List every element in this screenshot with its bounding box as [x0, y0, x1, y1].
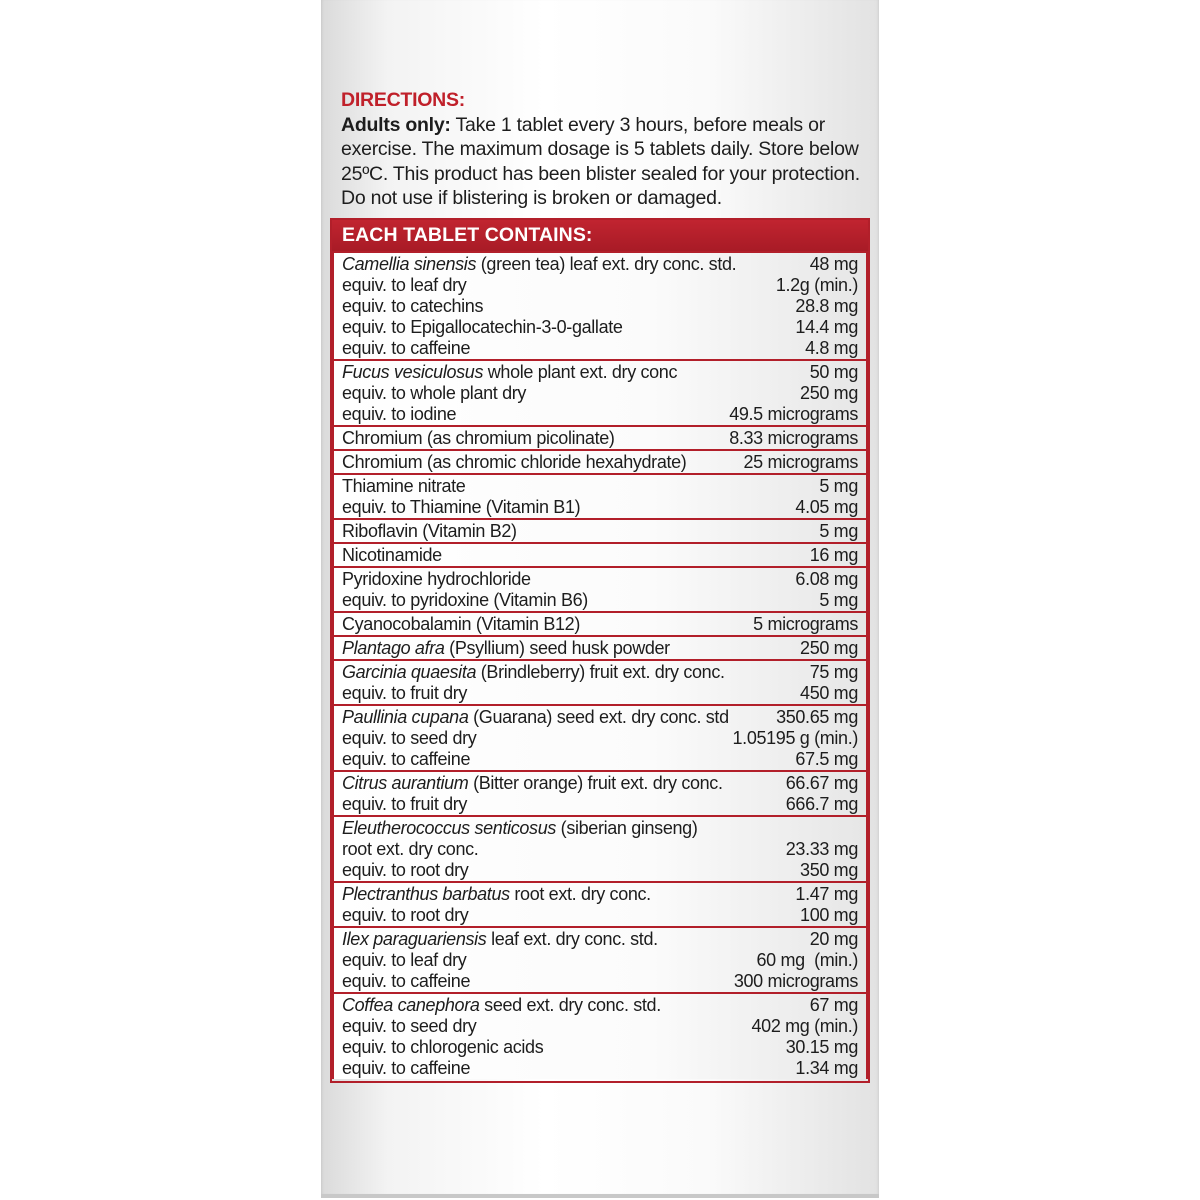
ingredient-label [342, 950, 466, 971]
ingredient-text: Riboflavin (Vitamin B2) [342, 521, 517, 541]
ingredient-species: Coffea canephora [342, 995, 480, 1015]
ingredient-text: (Guarana) seed ext. dry conc. std [468, 707, 729, 727]
ingredient-species: Citrus aurantium [342, 773, 469, 793]
ingredient-label [342, 818, 697, 839]
ingredient-text: equiv. to root dry [342, 905, 469, 925]
ingredient-line [342, 383, 858, 404]
ingredient-group [334, 544, 866, 566]
ingredient-group [334, 928, 866, 992]
ingredient-line [342, 428, 858, 449]
ingredient-species: Ilex paraguariensis [342, 929, 487, 949]
ingredient-label [342, 683, 467, 704]
ingredient-text: equiv. to root dry [342, 860, 469, 880]
ingredient-line [342, 818, 858, 839]
ingredient-amount: 14.4 mg [795, 317, 858, 337]
ingredient-amount: 48 mg [809, 254, 858, 274]
ingredient-line [342, 950, 858, 971]
ingredient-text: equiv. to caffeine [342, 1058, 471, 1078]
ingredient-group [334, 451, 866, 473]
ingredient-amount: 1.2g (min.) [775, 275, 858, 295]
ingredient-label [342, 971, 470, 992]
ingredient-line [342, 1058, 858, 1079]
ingredient-amount: 28.8 mg [795, 296, 858, 316]
ingredient-line [342, 569, 858, 590]
ingredient-line [342, 452, 858, 473]
ingredient-amount: 25 micrograms [743, 452, 858, 472]
ingredient-amount: 666.7 mg [785, 794, 858, 814]
ingredient-line [342, 929, 858, 950]
ingredient-label [342, 338, 470, 359]
ingredient-species: Plantago afra [342, 638, 445, 658]
ingredient-text: (siberian ginseng) [556, 818, 698, 838]
ingredient-line [342, 317, 858, 338]
directions-title: DIRECTIONS: [341, 89, 465, 111]
ingredient-text: Pyridoxine hydrochloride [342, 569, 531, 589]
ingredient-label [342, 638, 670, 659]
ingredient-text: equiv. to iodine [342, 404, 457, 424]
ingredient-line [342, 995, 858, 1016]
ingredient-amount: 350 mg [800, 860, 858, 880]
panel-bottom-edge [321, 1194, 879, 1198]
ingredient-label [342, 383, 526, 404]
ingredient-line [342, 884, 858, 905]
ingredient-line [342, 971, 858, 992]
ingredient-line [342, 338, 858, 359]
ingredient-line [342, 362, 858, 383]
ingredient-text: equiv. to whole plant dry [342, 383, 527, 403]
ingredient-label [342, 773, 723, 794]
ingredient-line [342, 860, 858, 881]
ingredient-line [342, 728, 858, 749]
ingredient-group [334, 520, 866, 542]
ingredient-group [334, 361, 866, 425]
ingredient-line [342, 590, 858, 611]
ingredient-line [342, 905, 858, 926]
ingredient-label [342, 860, 468, 881]
ingredient-amount: 49.5 micrograms [729, 404, 858, 424]
ingredient-label [342, 317, 623, 338]
ingredient-amount: 30.15 mg [785, 1037, 858, 1057]
ingredient-amount: 20 mg [809, 929, 858, 949]
ingredient-label [342, 1016, 476, 1037]
ingredient-label [342, 476, 465, 497]
ingredient-amount: 6.08 mg [795, 569, 858, 589]
ingredient-label [342, 275, 466, 296]
ingredient-amount: 1.05195 g (min.) [732, 728, 858, 748]
ingredient-text: Chromium (as chromic chloride hexahydrate) [342, 452, 687, 472]
ingredient-amount: 450 mg [800, 683, 858, 703]
ingredient-label [342, 707, 729, 728]
ingredient-amount: 16 mg [809, 545, 858, 565]
ingredient-group [334, 994, 866, 1079]
ingredient-label [342, 254, 736, 275]
ingredient-line [342, 1016, 858, 1037]
ingredient-text: Cyanocobalamin (Vitamin B12) [342, 614, 580, 634]
directions-bold-lead: Adults only: [341, 113, 451, 136]
ingredient-amount: 1.47 mg [795, 884, 858, 904]
ingredient-text: equiv. to seed dry [342, 1016, 477, 1036]
ingredient-amount: 4.8 mg [805, 338, 858, 358]
ingredient-amount: 67 mg [809, 995, 858, 1015]
ingredient-line [342, 497, 858, 518]
ingredient-species: Camellia sinensis [342, 254, 477, 274]
ingredient-species: Eleutherococcus senticosus [342, 818, 557, 838]
ingredient-label [342, 728, 476, 749]
ingredient-amount: 250 mg [800, 383, 858, 403]
ingredient-text: root ext. dry conc. [509, 884, 651, 904]
ingredient-label [342, 839, 478, 860]
ingredient-label [342, 521, 517, 542]
ingredient-amount: 8.33 micrograms [729, 428, 858, 448]
ingredient-label [342, 362, 677, 383]
ingredient-amount: 402 mg (min.) [751, 1016, 858, 1036]
ingredient-text: (Psyllium) seed husk powder [444, 638, 670, 658]
ingredient-line [342, 614, 858, 635]
ingredient-group [334, 253, 866, 359]
ingredient-amount: 66.67 mg [785, 773, 858, 793]
ingredient-line [342, 545, 858, 566]
ingredient-label [342, 296, 483, 317]
ingredient-text: equiv. to fruit dry [342, 683, 468, 703]
ingredient-amount: 23.33 mg [785, 839, 858, 859]
ingredient-amount: 350.65 mg [776, 707, 858, 727]
ingredient-label [342, 749, 470, 770]
ingredient-group [334, 706, 866, 770]
ingredient-group [334, 817, 866, 881]
ingredient-label [342, 404, 456, 425]
ingredient-line [342, 296, 858, 317]
ingredient-label [342, 905, 468, 926]
product-label-panel [321, 0, 879, 1198]
ingredient-line [342, 521, 858, 542]
ingredients-table [330, 218, 870, 1083]
ingredient-label [342, 590, 588, 611]
ingredients-rows [332, 251, 868, 1079]
ingredient-text: equiv. to Thiamine (Vitamin B1) [342, 497, 581, 517]
ingredient-amount: 100 mg [800, 905, 858, 925]
ingredient-line [342, 683, 858, 704]
ingredient-text: equiv. to caffeine [342, 338, 471, 358]
ingredient-label [342, 1058, 470, 1079]
ingredient-text: Thiamine nitrate [342, 476, 466, 496]
ingredient-line [342, 275, 858, 296]
ingredient-line [342, 476, 858, 497]
ingredient-text: root ext. dry conc. [342, 839, 479, 859]
ingredient-group [334, 883, 866, 926]
ingredient-label [342, 995, 661, 1016]
ingredient-label [342, 497, 580, 518]
ingredient-group [334, 568, 866, 611]
ingredient-text: equiv. to catechins [342, 296, 484, 316]
ingredient-line [342, 749, 858, 770]
ingredient-amount: 67.5 mg [795, 749, 858, 769]
ingredient-species: Plectranthus barbatus [342, 884, 510, 904]
ingredient-line [342, 404, 858, 425]
ingredient-line [342, 1037, 858, 1058]
ingredient-group [334, 661, 866, 704]
ingredient-text: equiv. to leaf dry [342, 950, 467, 970]
ingredient-amount: 50 mg [809, 362, 858, 382]
ingredient-amount: 250 mg [800, 638, 858, 658]
ingredient-line [342, 773, 858, 794]
ingredient-group [334, 772, 866, 815]
ingredient-label [342, 1037, 543, 1058]
ingredient-label [342, 794, 467, 815]
ingredient-text: Chromium (as chromium picolinate) [342, 428, 615, 448]
ingredient-amount: 5 mg [819, 521, 858, 541]
ingredient-group [334, 475, 866, 518]
ingredient-species: Fucus vesiculosus [342, 362, 484, 382]
ingredient-label [342, 884, 651, 905]
ingredient-line [342, 794, 858, 815]
ingredient-line [342, 662, 858, 683]
ingredient-text: whole plant ext. dry conc [483, 362, 678, 382]
ingredients-header: EACH TABLET CONTAINS: [332, 220, 868, 251]
ingredient-text: seed ext. dry conc. std. [479, 995, 661, 1015]
ingredient-amount: 5 micrograms [753, 614, 858, 634]
ingredient-species: Garcinia quaesita [342, 662, 477, 682]
ingredient-label [342, 452, 686, 473]
ingredient-line [342, 638, 858, 659]
ingredient-amount: 4.05 mg [795, 497, 858, 517]
directions-text [341, 113, 866, 211]
ingredient-label [342, 569, 531, 590]
ingredient-line [342, 707, 858, 728]
ingredient-text: equiv. to caffeine [342, 749, 471, 769]
ingredient-label [342, 428, 615, 449]
ingredient-line [342, 254, 858, 275]
ingredient-amount: 60 mg (min.) [756, 950, 858, 970]
ingredient-text: equiv. to pyridoxine (Vitamin B6) [342, 590, 588, 610]
ingredient-label [342, 545, 442, 566]
ingredient-text: equiv. to Epigallocatechin-3-0-gallate [342, 317, 623, 337]
ingredient-text: (green tea) leaf ext. dry conc. std. [476, 254, 737, 274]
ingredient-text: equiv. to fruit dry [342, 794, 468, 814]
ingredient-species: Paullinia cupana [342, 707, 469, 727]
directions-section [341, 88, 866, 211]
ingredient-group [334, 637, 866, 659]
ingredient-line [342, 839, 858, 860]
ingredient-amount: 5 mg [819, 590, 858, 610]
ingredient-text: equiv. to seed dry [342, 728, 477, 748]
ingredient-amount: 5 mg [819, 476, 858, 496]
ingredient-group [334, 613, 866, 635]
ingredient-amount: 300 micrograms [733, 971, 858, 991]
ingredient-amount: 75 mg [809, 662, 858, 682]
ingredient-label [342, 662, 725, 683]
ingredient-text: leaf ext. dry conc. std. [486, 929, 658, 949]
ingredient-amount: 1.34 mg [795, 1058, 858, 1078]
ingredient-text: equiv. to chlorogenic acids [342, 1037, 544, 1057]
ingredient-label [342, 929, 658, 950]
ingredient-text: equiv. to leaf dry [342, 275, 467, 295]
ingredient-text: equiv. to caffeine [342, 971, 471, 991]
ingredient-group [334, 427, 866, 449]
ingredient-text: (Bitter orange) fruit ext. dry conc. [468, 773, 723, 793]
ingredient-label [342, 614, 580, 635]
ingredient-text: Nicotinamide [342, 545, 442, 565]
ingredient-text: (Brindleberry) fruit ext. dry conc. [476, 662, 725, 682]
directions-body: Take 1 tablet every 3 hours, before meals or exercise. The maximum dosage is 5 tablets daily. Store below 25ºC. This product has been blister sealed for your protection. Do not use if blistering is broken or damaged. [341, 113, 860, 210]
